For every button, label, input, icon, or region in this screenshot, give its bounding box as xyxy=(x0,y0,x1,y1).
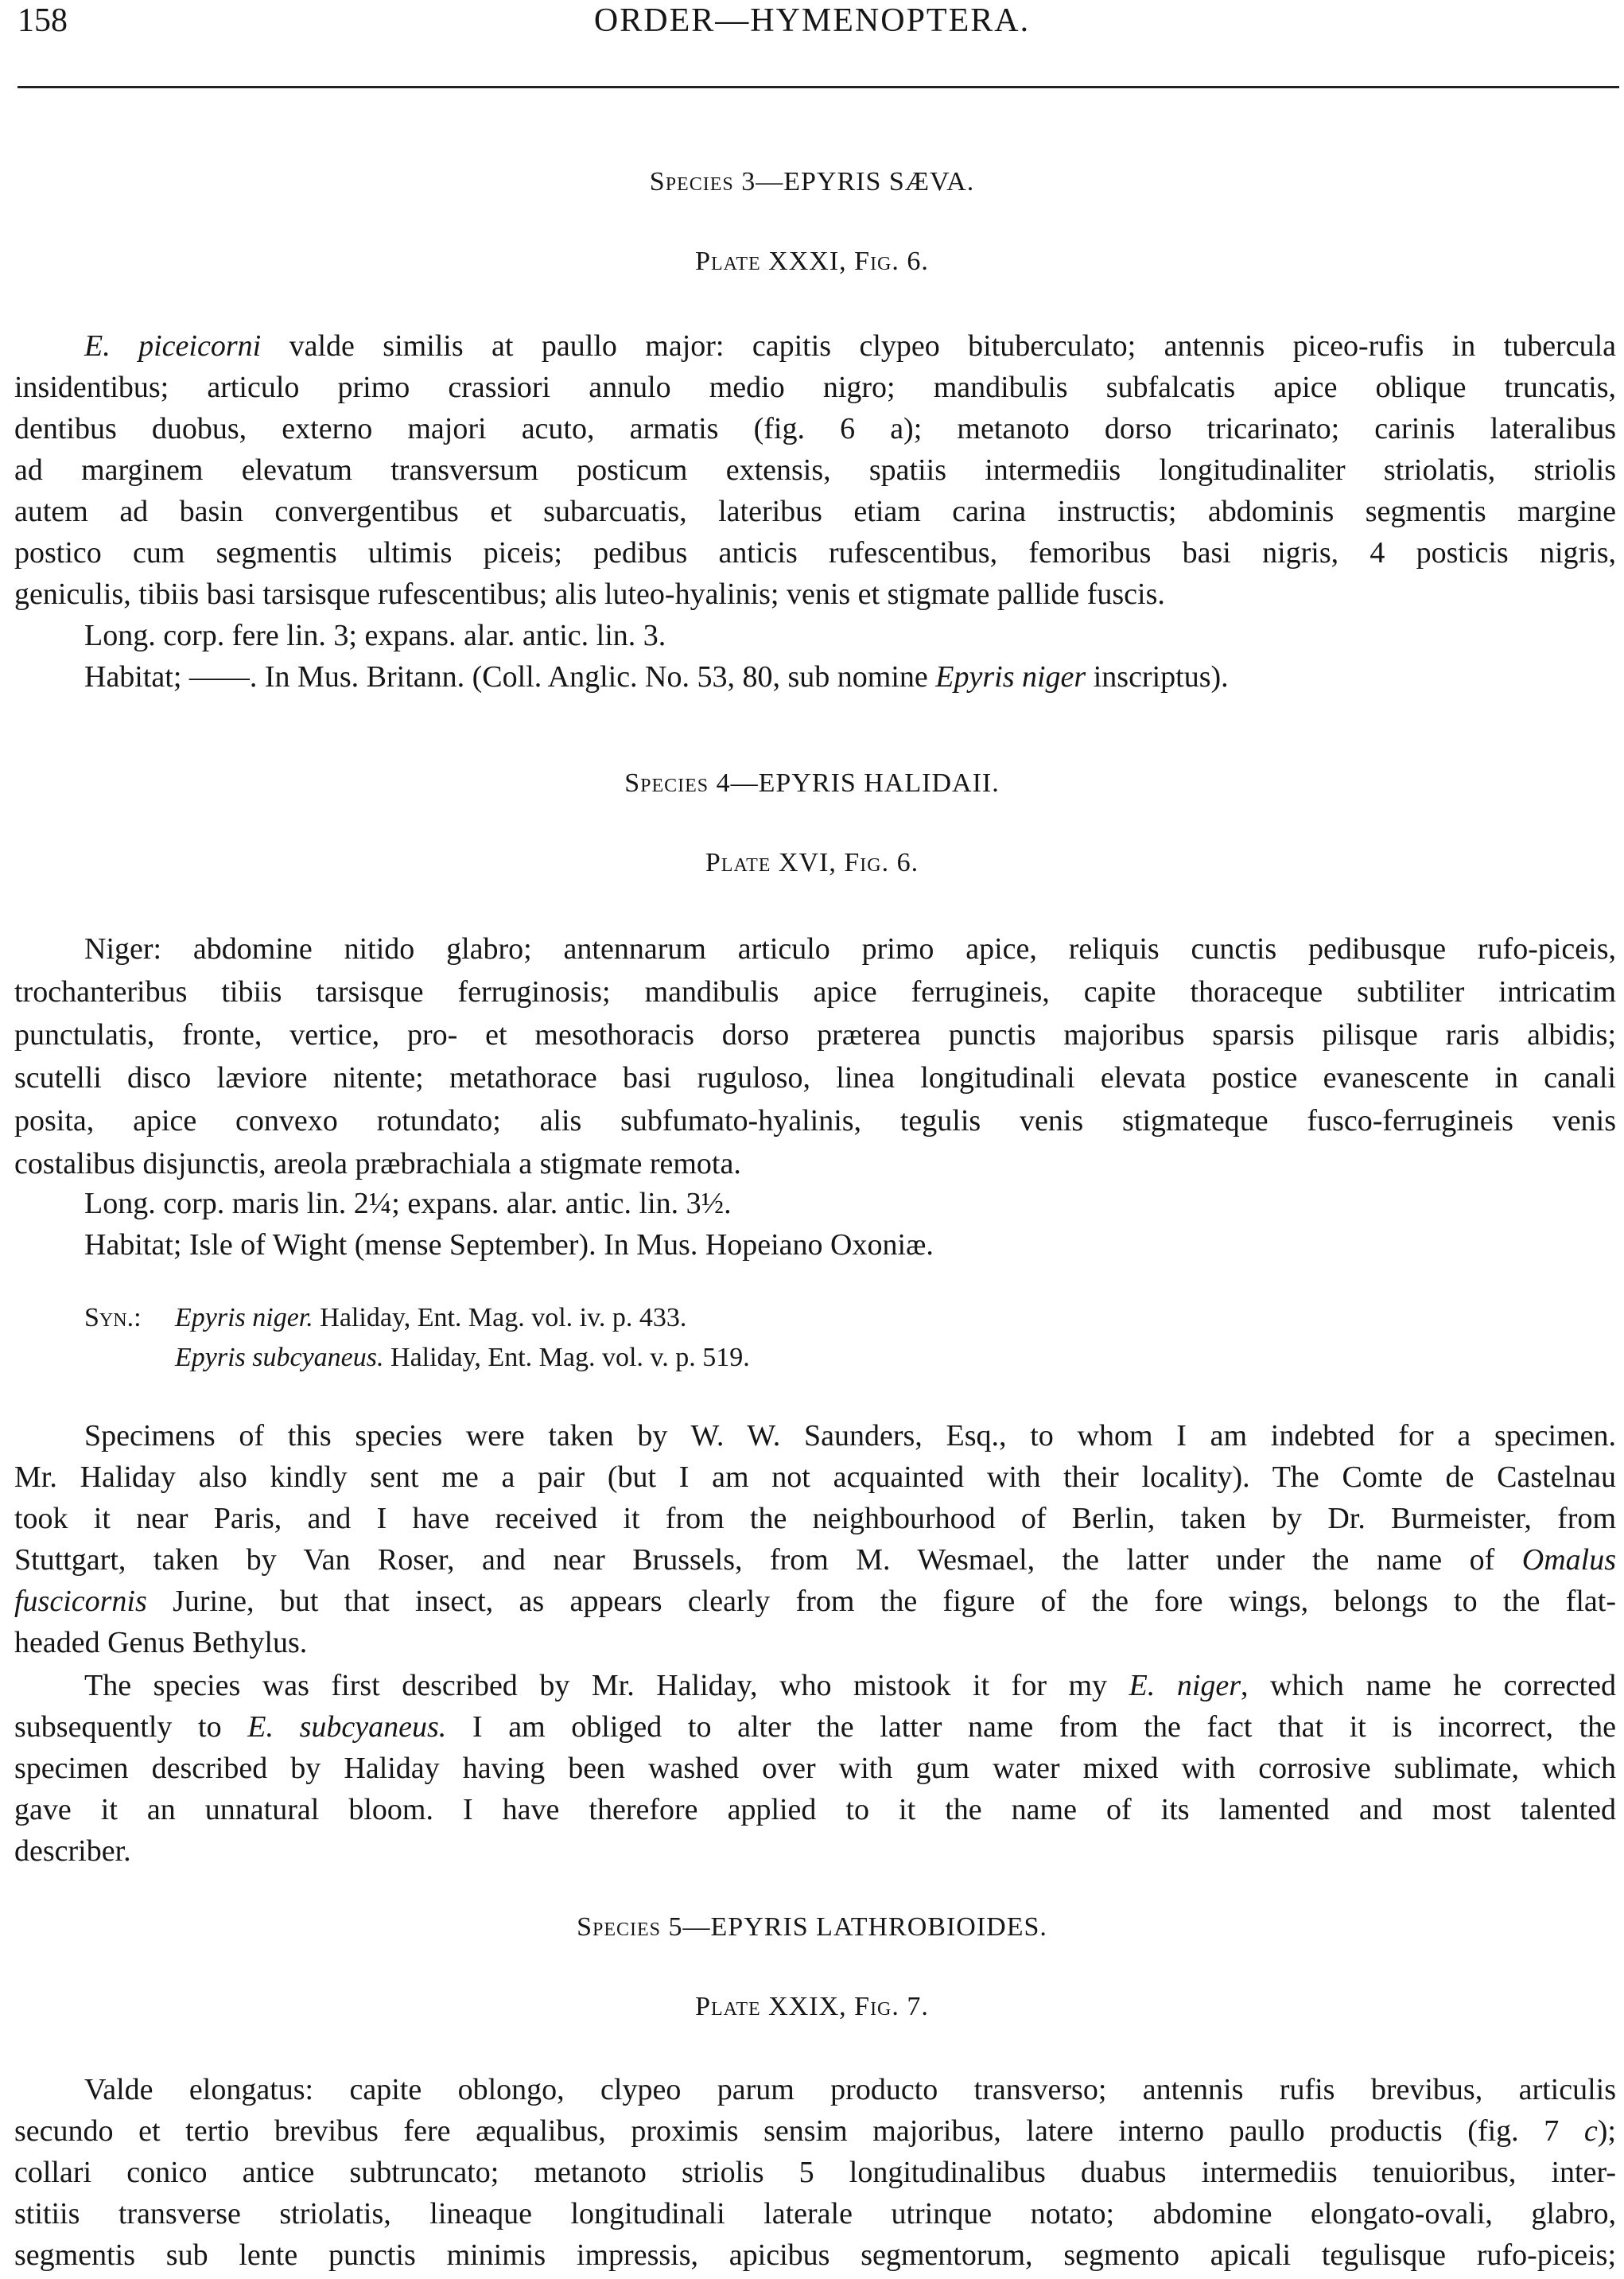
synonym-entry: Epyris niger. Haliday, Ent. Mag. vol. iv. p. 433. xyxy=(175,1303,687,1332)
plate-reference: Plate XXXI, Fig. 6. xyxy=(695,247,929,276)
measurement-line: Long. corp. fere lin. 3; expans. alar. antic. lin. 3. xyxy=(84,619,666,652)
description-line: scutelli disco læviore nitente; metathorace basi ruguloso, linea longitudinali elevata postice evanescente in canali xyxy=(14,1061,1616,1095)
description-line: posita, apice convexo rotundato; alis subfumato-hyalinis, tegulis venis stigmateque fusco-ferrugineis venis xyxy=(14,1104,1616,1138)
header-rule xyxy=(17,86,1619,88)
page-number: 158 xyxy=(17,2,68,39)
synonym-entry: Epyris subcyaneus. Haliday, Ent. Mag. vol. v. p. 519. xyxy=(175,1343,750,1372)
species-name-italic: E. piceicorni xyxy=(84,329,262,363)
body-text-line: subsequently to E. subcyaneus. I am obliged to alter the latter name from the fact that it is incorrect, the xyxy=(14,1710,1617,1744)
plate-reference: Plate XVI, Fig. 6. xyxy=(705,848,919,877)
description-line: Niger: abdomine nitido glabro; antennarum articulo primo apice, reliquis cunctis pedibusque rufo-piceis, xyxy=(84,932,1616,966)
description-line: E. piceicorni valde similis at paullo major: capitis clypeo bituberculato; antennis piceo-rufis in tubercula xyxy=(84,329,1616,363)
description-line: autem ad basin convergentibus et subarcuatis, lateribus etiam carina instructis; abdominis segmentis margine xyxy=(14,495,1616,528)
body-text-line: Mr. Haliday also kindly sent me a pair (but I am not acquainted with their locality). The Comte de Castelnau xyxy=(14,1460,1616,1494)
body-text-line: headed Genus Bethylus. xyxy=(14,1626,308,1659)
description-line: segmentis sub lente punctis minimis impressis, apicibus segmentorum, segmento apicali tegulisque rufo-piceis; xyxy=(14,2238,1616,2272)
species-heading: Species 5—EPYRIS LATHROBIOIDES. xyxy=(577,1912,1047,1942)
running-head xyxy=(17,0,1607,56)
description-line: insidentibus; articulo primo crassiori annulo medio nigro; mandibulis subfalcatis apice oblique truncatis, xyxy=(14,371,1616,404)
description-line: Valde elongatus: capite oblongo, clypeo parum producto transverso; antennis rufis brevibus, articulis xyxy=(84,2073,1616,2106)
species-heading: Species 4—EPYRIS HALIDAII. xyxy=(624,768,1000,798)
measurement-line: Long. corp. maris lin. 2¼; expans. alar. antic. lin. 3½. xyxy=(84,1187,732,1220)
body-text-line: specimen described by Haliday having been washed over with gum water mixed with corrosive sublimate, which xyxy=(14,1752,1616,1785)
description-line: ad marginem elevatum transversum posticum extensis, spatiis intermediis longitudinaliter striolatis, striolis xyxy=(14,453,1616,487)
description-line: collari conico antice subtruncato; metanoto striolis 5 longitudinalibus duabus intermediis tenuioribus, inter- xyxy=(14,2156,1616,2189)
description-line: punctulatis, fronte, vertice, pro- et mesothoracis dorso præterea punctis majoribus sparsis pilisque raris albidis; xyxy=(14,1018,1616,1052)
description-line: trochanteribus tibiis tarsisque ferruginosis; mandibulis apice ferrugineis, capite thoraceque subtiliter intricatim xyxy=(14,975,1616,1009)
description-line: dentibus duobus, externo majori acuto, armatis (fig. 6 a); metanoto dorso tricarinato; carinis lateralibus xyxy=(14,412,1616,445)
description-line: costalibus disjunctis, areola præbrachiala a stigmate remota. xyxy=(14,1147,741,1180)
body-text-line: The species was first described by Mr. Haliday, who mistook it for my E. niger, which name he corrected xyxy=(84,1669,1616,1702)
running-title: ORDER—HYMENOPTERA. xyxy=(593,2,1031,39)
habitat-line: Habitat; ——. In Mus. Britann. (Coll. Anglic. No. 53, 80, sub nomine Epyris niger inscriptus). xyxy=(84,660,1229,694)
species-heading: Species 3—EPYRIS SÆVA. xyxy=(649,167,975,196)
habitat-line: Habitat; Isle of Wight (mense September). In Mus. Hopeiano Oxoniæ. xyxy=(84,1228,934,1262)
body-text-line: fuscicornis Jurine, but that insect, as appears clearly from the figure of the fore wings, belongs to the flat- xyxy=(14,1585,1616,1618)
description-line: postico cum segmentis ultimis piceis; pedibus anticis rufescentibus, femoribus basi nigris, 4 posticis nigris, xyxy=(14,536,1616,570)
body-text-line: took it near Paris, and I have received it from the neighbourhood of Berlin, taken by Dr. Burmeister, from xyxy=(14,1502,1616,1535)
body-text-line: gave it an unnatural bloom. I have therefore applied to it the name of its lamented and most talented xyxy=(14,1793,1616,1826)
body-text-line: describer. xyxy=(14,1834,131,1868)
synonymy-label: Syn.: xyxy=(84,1303,142,1332)
description-line: secundo et tertio brevibus fere æqualibus, proximis sensim majoribus, latere interno paullo productis (fig. 7 c); xyxy=(14,2114,1616,2148)
plate-reference: Plate XXIX, Fig. 7. xyxy=(695,1992,929,2021)
description-line: geniculis, tibiis basi tarsisque rufescentibus; alis luteo-hyalinis; venis et stigmate pallide fuscis. xyxy=(14,578,1165,611)
body-text-line: Stuttgart, taken by Van Roser, and near Brussels, from M. Wesmael, the latter under the name of Omalus xyxy=(14,1543,1616,1577)
description-line: stitiis transverse striolatis, lineaque longitudinali laterale utrinque notato; abdomine elongato-ovali, glabro, xyxy=(14,2197,1616,2230)
body-text-line: Specimens of this species were taken by W. W. Saunders, Esq., to whom I am indebted for a specimen. xyxy=(84,1419,1616,1453)
